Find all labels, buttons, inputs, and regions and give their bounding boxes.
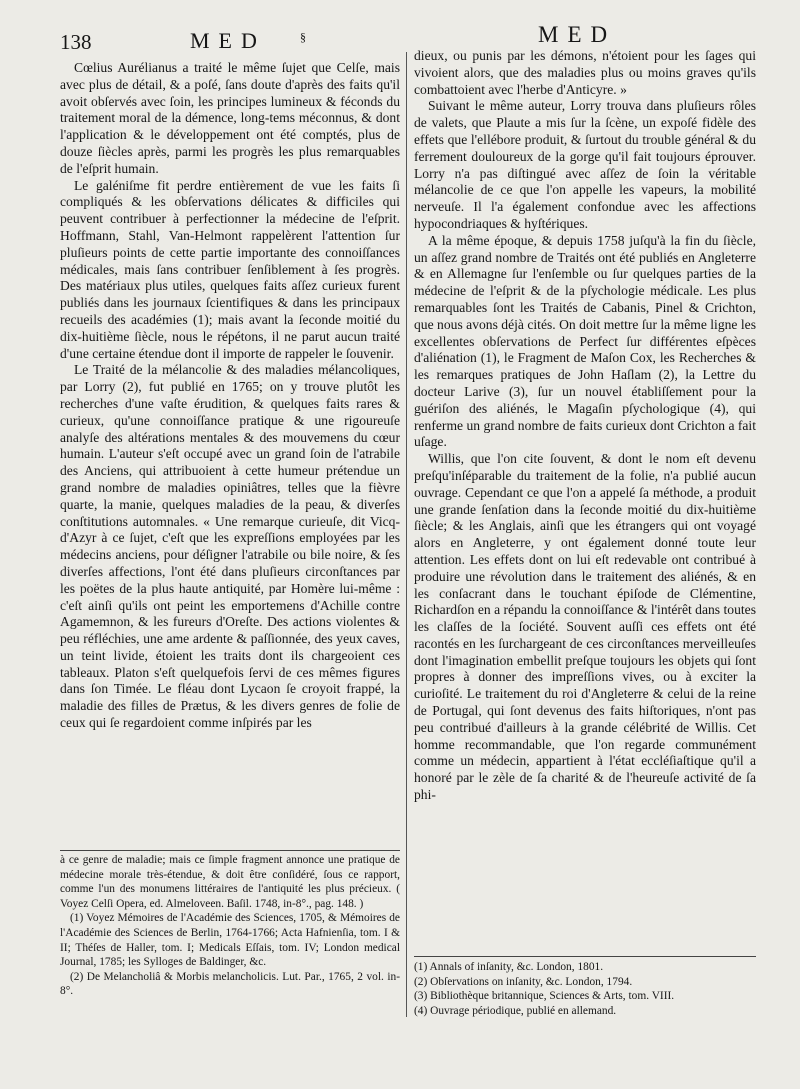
paragraph: Le Traité de la mélancolie & des maladies mélancoliques, par Lorry (2), fut publié en 1765; on y trouve plutôt les recherches d'une vaſte érudition, & quelques faits rares & curieux, qu'une connoiſſance pratique & une rigoureuſe analyſe des altérations mentales & des mouvemens du cœur humain. L'auteur s'eſt occupé avec un grand ſoin de l'atrabile des Anciens, qui attribuoient à cette humeur prétendue un grand nombre de maladies opiniâtres, telles que la fièvre quarte, la manie, quelques maladies de la peau, & diverſes conſtitutions automnales. « Une remarque curieuſe, dit Vicq-d'Azyr à ce ſujet, c'eſt que les expreſſions employées par les médecins anciens, pour déſigner l'atrabile ou bile noire, & ſes diverſes affections, l'ont été dans pluſieurs circonſtances par les poëtes de la plus haute antiquité, par Homère lui-même : c'eſt ainſi qu'ils ont peint les emportemens d'Achille contre Agamemnon, & les fureurs d'Oreſte. Des actions violentes & peu réfléchies, une ame ardente & paſſionnée, des yeux caves, un teint livide, étoient les traits dont ils chargeoient ces tableaux. Platon s'eſt quelquefois ſervi de ces mêmes figures dans ſon Timée. Le fléau dont Lycaon ſe croyoit frappé, la maladie des filles de Prætus, & les divers genres de folie de ceux qui ſe regardoient comme inſpirés par les xyxy=(60,362,400,731)
column-divider xyxy=(406,52,407,1017)
left-column xyxy=(60,60,400,848)
footnote: (1) Voyez Mémoires de l'Académie des Sciences, 1705, & Mémoires de l'Académie des Sciences de Berlin, 1764-1766; Acta Hafnienſia, tom. I & II; Théſes de Haller, tom. I; Medicals Eſſais, tom. IV; London medical Journal, 1785; les Sylloges de Baldinger, &c. xyxy=(60,912,400,969)
paragraph: Willis, que l'on cite ſouvent, & dont le nom eſt devenu preſqu'inſéparable du traitement de la folie, n'a publié aucun ouvrage. Cependant ce que l'on a appelé ſa méthode, a produit une grande ſenſation dans la ſeconde moitié du dix-huitième ſiècle; & les Anglais, ainſi que les étrangers qui ont voyagé alors en Angleterre, y ont également donné toute leur attention. Les effets dont on lui eſt redevable ont contribué à produire une révolution dans le traitement des aliénés, & en les conſacrant dans le touchant épiſode de Clémentine, Richardſon en a répandu la connoiſſance & l'intérêt dans toutes les claſſes de la ſociété. Souvent auſſi ces effets ont été racontés en les ſurchargeant de ces circonſtances merveilleuſes dont l'imagination embellit preſque toujours les objets qui ſont propres à donner des impreſſions vives, ou à exciter la curioſité. Le traitement du roi d'Angleterre & celui de la reine de Portugal, qui ſont devenus des faits hiſtoriques, n'ont pas peu contribué d'ailleurs à la grande célébrité de Willis. Cet homme recommandable, que l'on regarde communément comme un médecin, appartient à l'état eccléſiaſtique qu'il a honoré par le zèle de ſa charité & de l'heureuſe activité de ſa phi- xyxy=(414,451,756,803)
footnotes-left xyxy=(60,853,400,1023)
footnote: à ce genre de maladie; mais ce ſimple fragment annonce une pratique de médecine morale très-étendue, & doit être conſidéré, ſous ce rapport, comme l'un des monumens littéraires de l'antiquité les plus précieux. ( Voyez Celſi Opera, ed. Almeloveen. Baſil. 1748, in-8°., pag. 148. ) xyxy=(60,854,400,910)
footnote: (1) Annals of inſanity, &c. London, 1801. xyxy=(414,961,604,973)
footnote: (2) De Melancholiâ & Morbis melancholicis. Lut. Par., 1765, 2 vol. in-8°. xyxy=(60,970,400,998)
footnote: (2) Obſervations on inſanity, &c. London, 1794. xyxy=(414,975,633,988)
paragraph: Cœlius Aurélianus a traité le même ſujet que Celſe, mais avec plus de détail, & a poſé, ſans doute d'après des faits qu'il avoit obſervés avec ſoin, les principes lumineux & féconds du traitement moral de la démence, long-tems méconnus, & dont l'application & le développement ont été comptés, plus de douze ſiècles après, parmi les progrès les plus remarquables de l'eſprit humain. xyxy=(60,60,400,176)
footnote: (4) Ouvrage périodique, publié en allemand. xyxy=(414,1004,617,1017)
footnote-rule-right xyxy=(414,956,756,957)
running-head-right: MED xyxy=(538,22,617,47)
paragraph: A la même époque, & depuis 1758 juſqu'à la fin du ſiècle, un aſſez grand nombre de Traités ont été publiés en Angleterre & en Allemagne ſur l'enſemble ou ſur quelques parties de la médecine de l'eſprit & de la pſychologie médicale. Les plus remarquables ſont les Traités de Cabanis, Pinel & Crichton, que nous avons déjà cités. On doit mettre ſur la même ligne les excellentes obſervations de Perfect ſur différentes eſpèces d'aliénation (1), le Fragment de Maſon Cox, les Recherches & les remarques pratiques de John Haſlam (2), la Lettre du docteur Larive (3), ſur un nouvel établiſſement pour la guériſon des aliénés, le Magaſin pſychologique (4), qui renferme un grand nombre de faits curieux dont Crichton a fait uſage. xyxy=(414,232,756,450)
signature-mark: § xyxy=(300,30,306,44)
right-column xyxy=(414,48,756,954)
footnote-rule-left xyxy=(60,850,400,851)
paragraph: Suivant le même auteur, Lorry trouva dans pluſieurs rôles de valets, que Plaute a mis ſur la ſcène, un expoſé fidèle des effets que l'ellébore produit, & ſurtout du trouble général & du ferrement douloureux de la gorge qu'il fait toujours éprouver. Lorry n'a pas diſtingué avec aſſez de ſoin la véritable mélancolie de ce que l'on appelle les vapeurs, la mobilité nerveuſe. Il l'a également confondue avec les affections hypocondriaques & hyſtériques. xyxy=(414,98,756,231)
paragraph: Le galéniſme fit perdre entièrement de vue les faits ſi compliqués & les obſervations délicates & difficiles qui peuvent contribuer à perfectionner la médecine de l'eſprit. Hoffmann, Stahl, Van-Helmont rappelèrent l'attention ſur pluſieurs points de cette partie importante des connoiſſances médicales, mais ſans contribuer ſenſiblement à ſes progrès. Des matériaux plus utiles, quelques faits aſſez curieux furent publiés dans les journaux ſcientifiques & dans les principaux recueils des académies (1); mais avant la ſeconde moitié du dix-huitième ſiècle, nous le répétons, il ne parut aucun traité d'une certaine étendue dont il importe de rappeler le ſouvenir. xyxy=(60,177,400,361)
running-head-left: MED xyxy=(190,28,266,53)
footnote: (3) Bibliothèque britannique, Sciences & Arts, tom. VIII. xyxy=(414,990,675,1003)
page-number: 138 xyxy=(60,30,92,54)
footnotes-right xyxy=(414,960,756,1020)
paragraph: dieux, ou punis par les démons, n'étoient pour les ſages qui vivoient alors, que des maladies plus ou moins graves qu'ils combattoient avec l'herbe d'Anticyre. » xyxy=(414,48,756,97)
